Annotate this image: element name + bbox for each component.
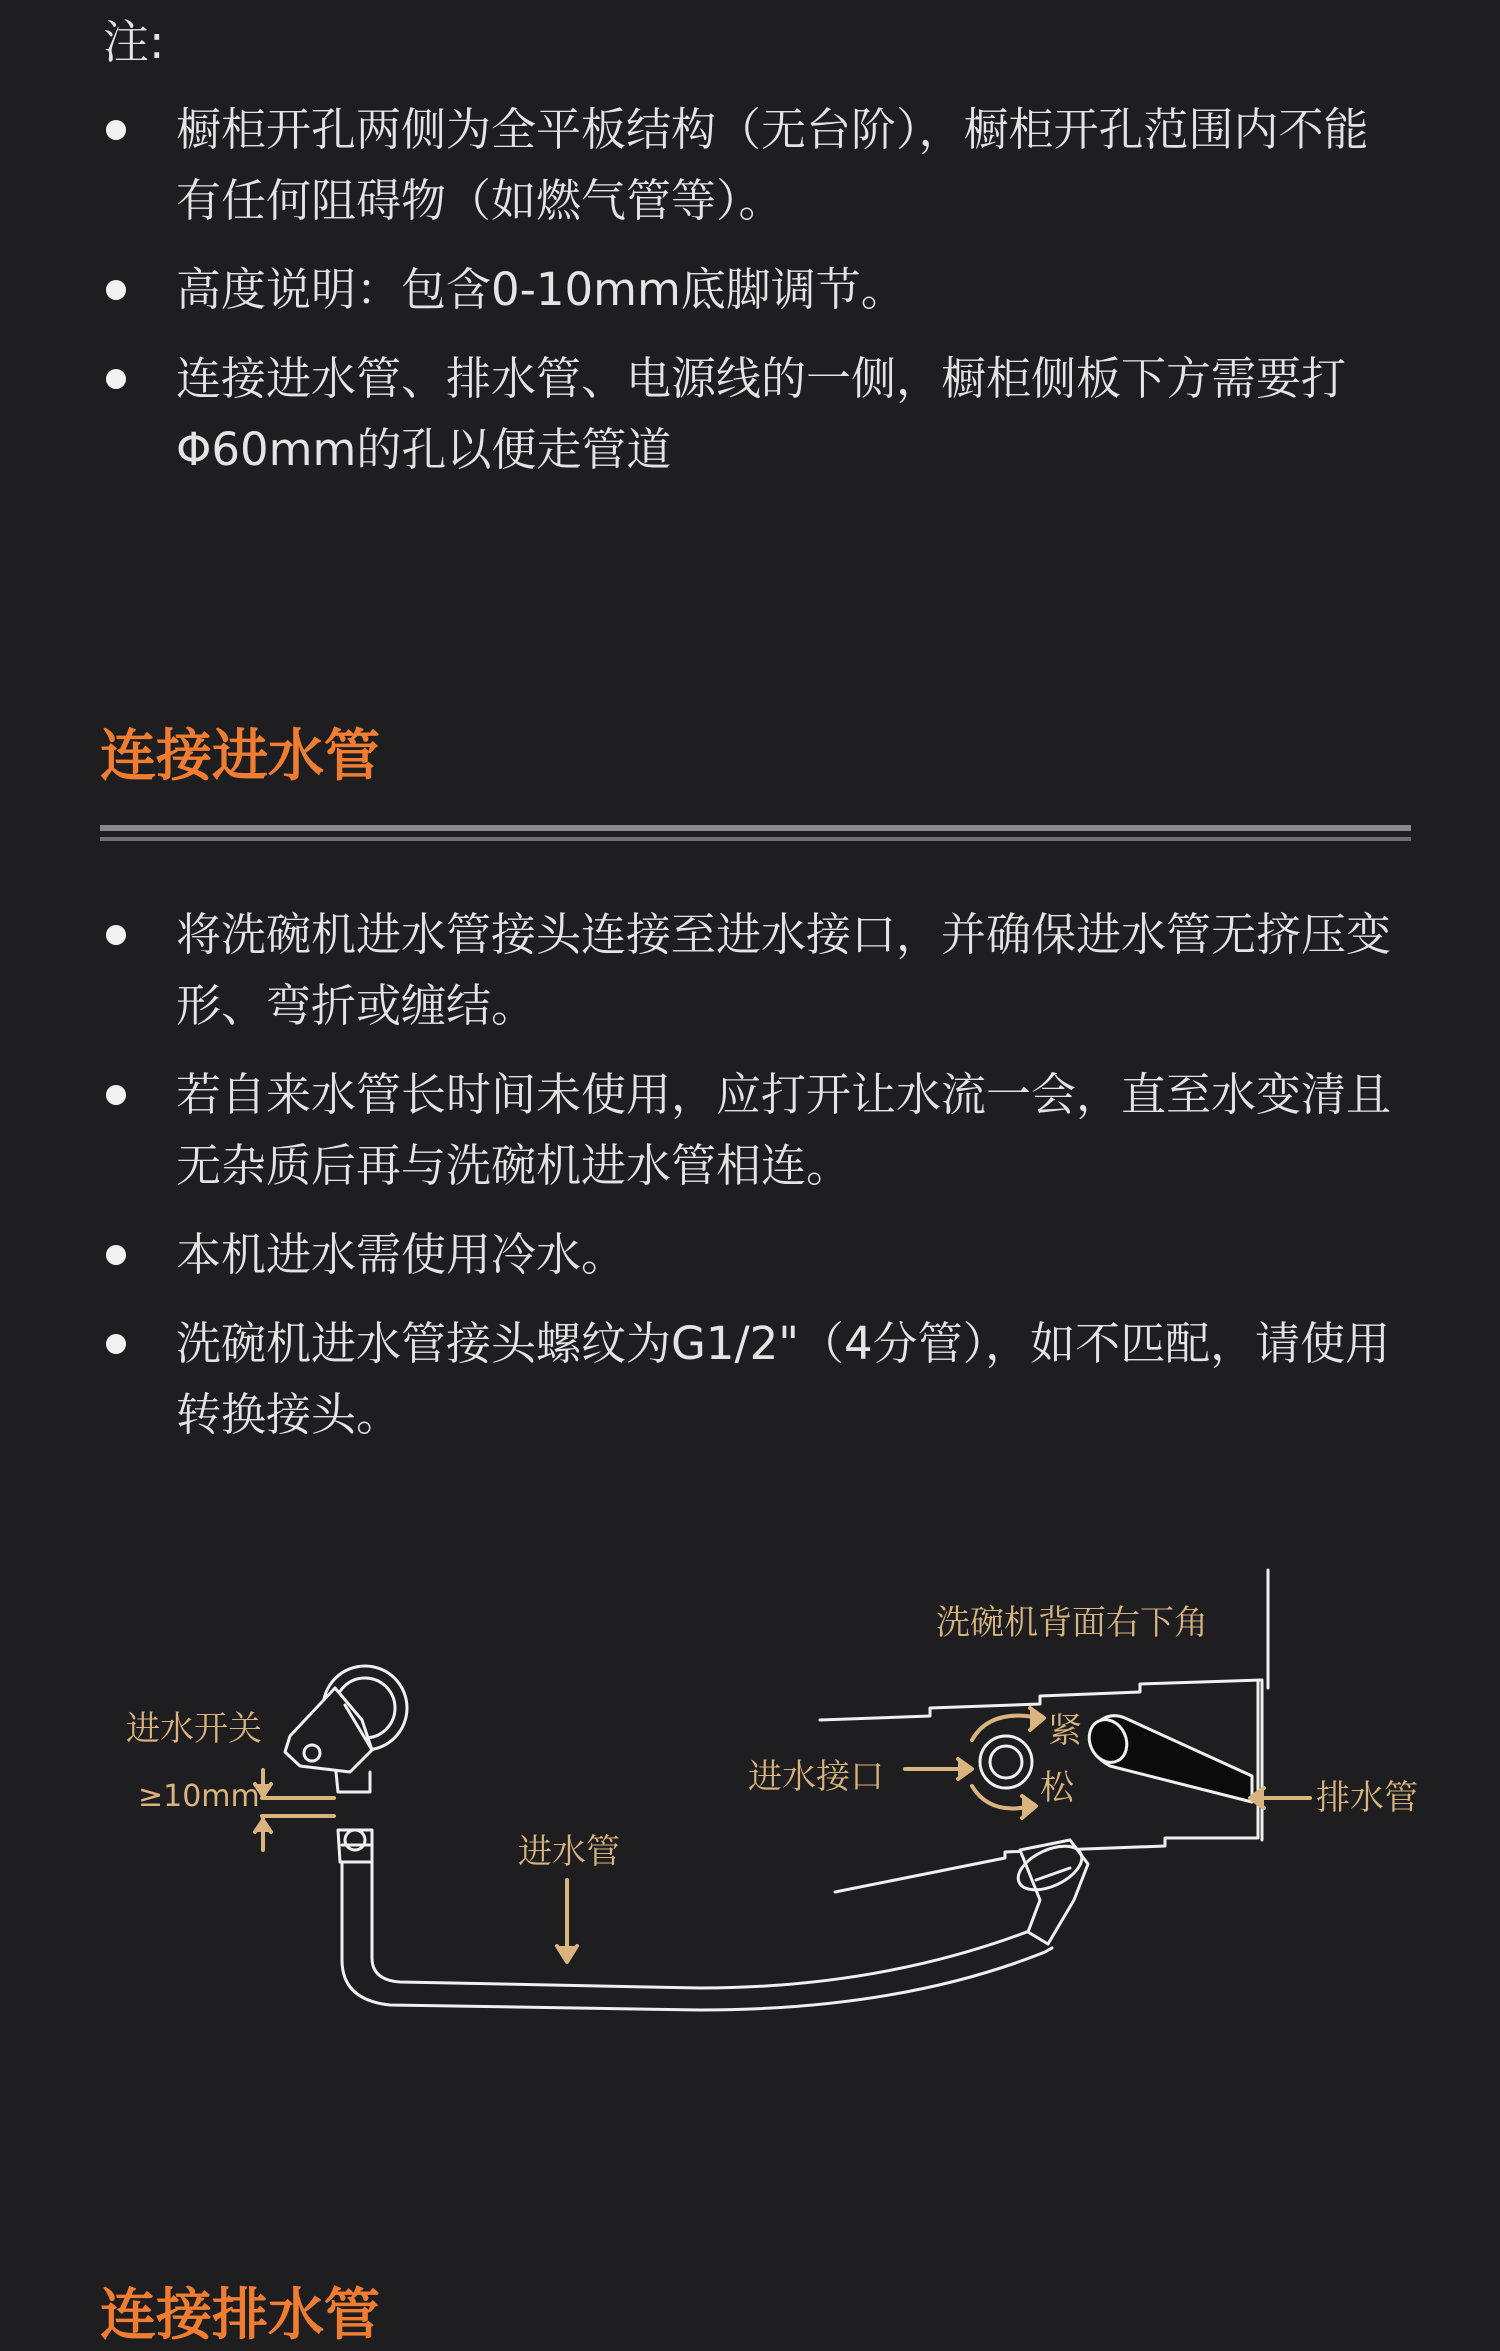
bullet-icon [106, 280, 126, 300]
section-title-drain: 连接排水管 [100, 2283, 380, 2348]
loosen-label: 松 [1040, 1768, 1074, 1808]
hose-elbow-icon [1020, 1840, 1088, 1944]
list-item [0, 1059, 1500, 1201]
list-item [0, 343, 1500, 485]
back-corner-label: 洗碗机背面右下角 [936, 1603, 1208, 1643]
bullet-icon [106, 1245, 126, 1265]
section-title-inlet: 连接进水管 [100, 724, 380, 789]
gap-dimension-line [262, 1798, 334, 1816]
list-item [0, 899, 1500, 1041]
list-item-text: 橱柜开孔两侧为全平板结构（无台阶），橱柜开孔范围内不能有任何阻碍物（如燃气管等）。 [176, 103, 1369, 227]
note-label: 注: [103, 15, 165, 69]
bullet-icon [106, 120, 126, 140]
switch-label: 进水开关 [126, 1709, 262, 1749]
inlet-hose-label: 进水管 [518, 1832, 620, 1872]
inlet-port-icon [980, 1736, 1032, 1788]
list-item-text: 洗碗机进水管接头螺纹为G1/2"（4分管），如不匹配，请使用转换接头。 [176, 1317, 1391, 1441]
list-item-text: 连接进水管、排水管、电源线的一侧，橱柜侧板下方需要打Φ60mm的孔以便走管道 [176, 352, 1347, 476]
list-item [0, 1219, 1500, 1290]
tighten-label: 紧 [1048, 1711, 1082, 1751]
gap-label: ≥10mm [138, 1779, 260, 1814]
list-item-text: 若自来水管长时间未使用，应打开让水流一会，直至水变清且无杂质后再与洗碗机进水管相连。 [176, 1068, 1392, 1192]
bullet-icon [106, 1085, 126, 1105]
list-item [0, 94, 1500, 236]
list-item [0, 1308, 1500, 1450]
list-item-text: 将洗碗机进水管接头连接至进水接口，并确保进水管无挤压变形、弯折或缠结。 [176, 908, 1392, 1032]
bullet-icon [106, 369, 126, 389]
note-list [0, 94, 1500, 503]
inlet-connection-diagram [0, 1540, 1500, 2080]
drain-hose-label: 排水管 [1316, 1778, 1418, 1818]
section-divider [100, 825, 1411, 843]
list-item-text: 高度说明：包含0-10mm底脚调节。 [176, 263, 906, 316]
list-item [0, 254, 1500, 325]
bullet-icon [106, 1334, 126, 1354]
inlet-list [0, 899, 1500, 1468]
bullet-icon [106, 925, 126, 945]
list-item-text: 本机进水需使用冷水。 [176, 1228, 627, 1281]
inlet-port-label: 进水接口 [748, 1757, 884, 1797]
